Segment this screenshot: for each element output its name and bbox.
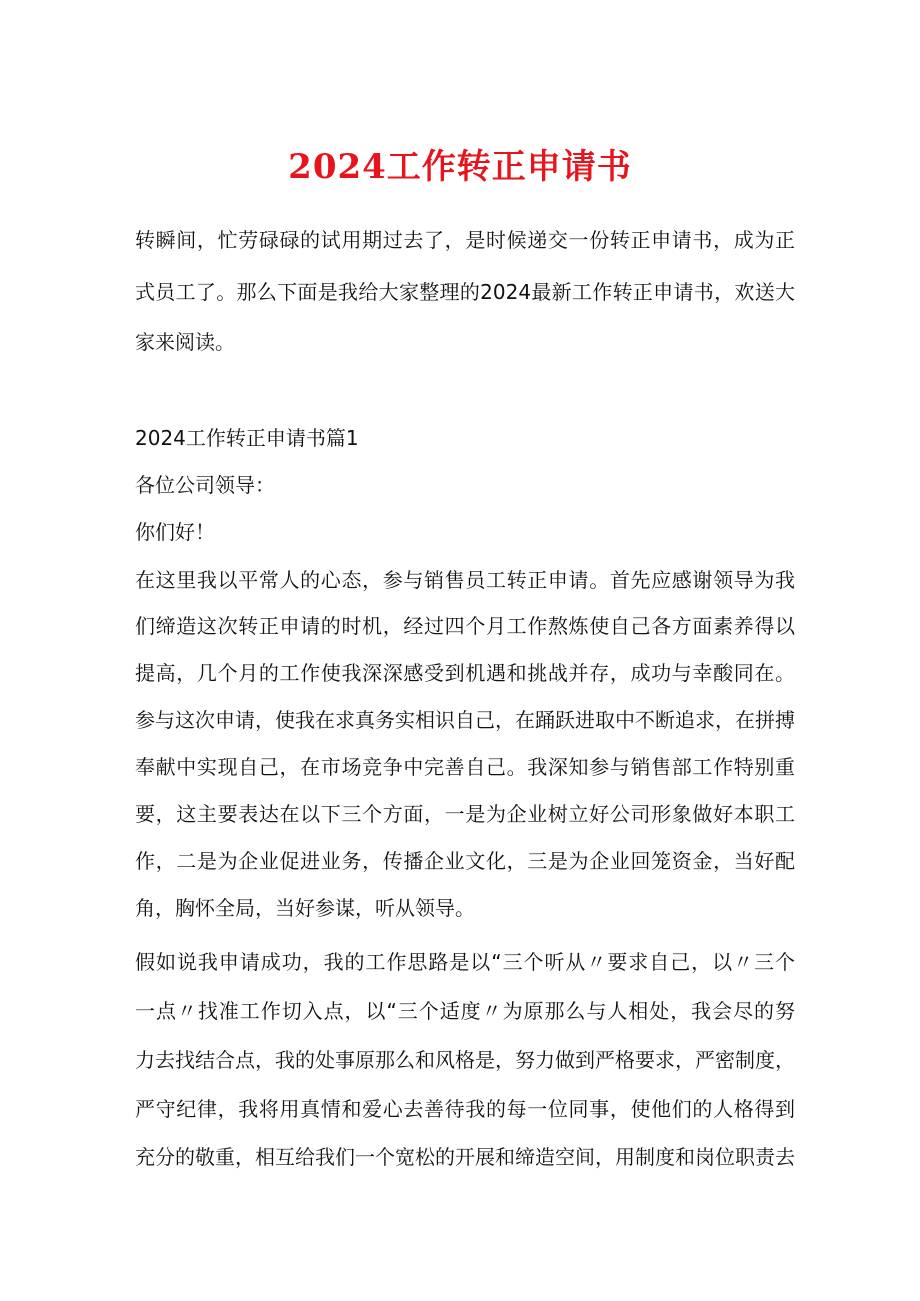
paragraph-2-line: 作，二是为企业促进业务，传播企业文化，三是为企业回笼资金，当好配 <box>135 849 795 873</box>
paragraph-1-line: 们缔造这次转正申请的时机，经过四个月工作熬炼使自己各方面素养得以 <box>135 614 795 638</box>
paragraph-2-line: 要，这主要表达在以下三个方面，一是为企业树立好公司形象做好本职工 <box>135 802 795 826</box>
paragraph-2-line: 角，胸怀全局，当好参谋，听从领导。 <box>135 896 475 920</box>
salutation: 各位公司领导： <box>135 473 275 497</box>
section-heading: 2024工作转正申请书篇1 <box>135 426 359 450</box>
greeting: 你们好！ <box>135 520 215 544</box>
paragraph-2-line: 奉献中实现自己，在市场竞争中完善自己。我深知参与销售部工作特别重 <box>135 755 795 779</box>
document-title: 2024工作转正申请书 <box>288 147 632 187</box>
paragraph-1-line: 在这里我以平常人的心态，参与销售员工转正申请。首先应感谢领导为我 <box>135 568 795 592</box>
intro-line: 转瞬间，忙劳碌碌的试用期过去了，是时候递交一份转正申请书，成为正 <box>135 228 795 252</box>
paragraph-3-line: 一点〃找准工作切入点，以“三个适度〃为原那么与人相处，我会尽的努 <box>135 999 795 1023</box>
paragraph-3-line: 严守纪律，我将用真情和爱心去善待我的每一位同事，使他们的人格得到 <box>135 1097 795 1121</box>
paragraph-3-line: 充分的敬重，相互给我们一个宽松的开展和缔造空间，用制度和岗位职责去 <box>135 1145 795 1169</box>
paragraph-2-line: 参与这次申请，使我在求真务实相识自己，在踊跃进取中不断追求，在拼搏 <box>135 708 795 732</box>
paragraph-3-line: 假如说我申请成功，我的工作思路是以“三个听从〃要求自己，以〃三个 <box>135 950 795 974</box>
paragraph-3-line: 力去找结合点，我的处事原那么和风格是，努力做到严格要求，严密制度， <box>135 1048 795 1072</box>
paragraph-1-line: 提高，几个月的工作使我深深感受到机遇和挑战并存，成功与幸酸同在。 <box>135 661 795 685</box>
intro-line: 式员工了。那么下面是我给大家整理的2024最新工作转正申请书，欢送大 <box>135 280 795 304</box>
intro-line: 家来阅读。 <box>135 330 235 354</box>
